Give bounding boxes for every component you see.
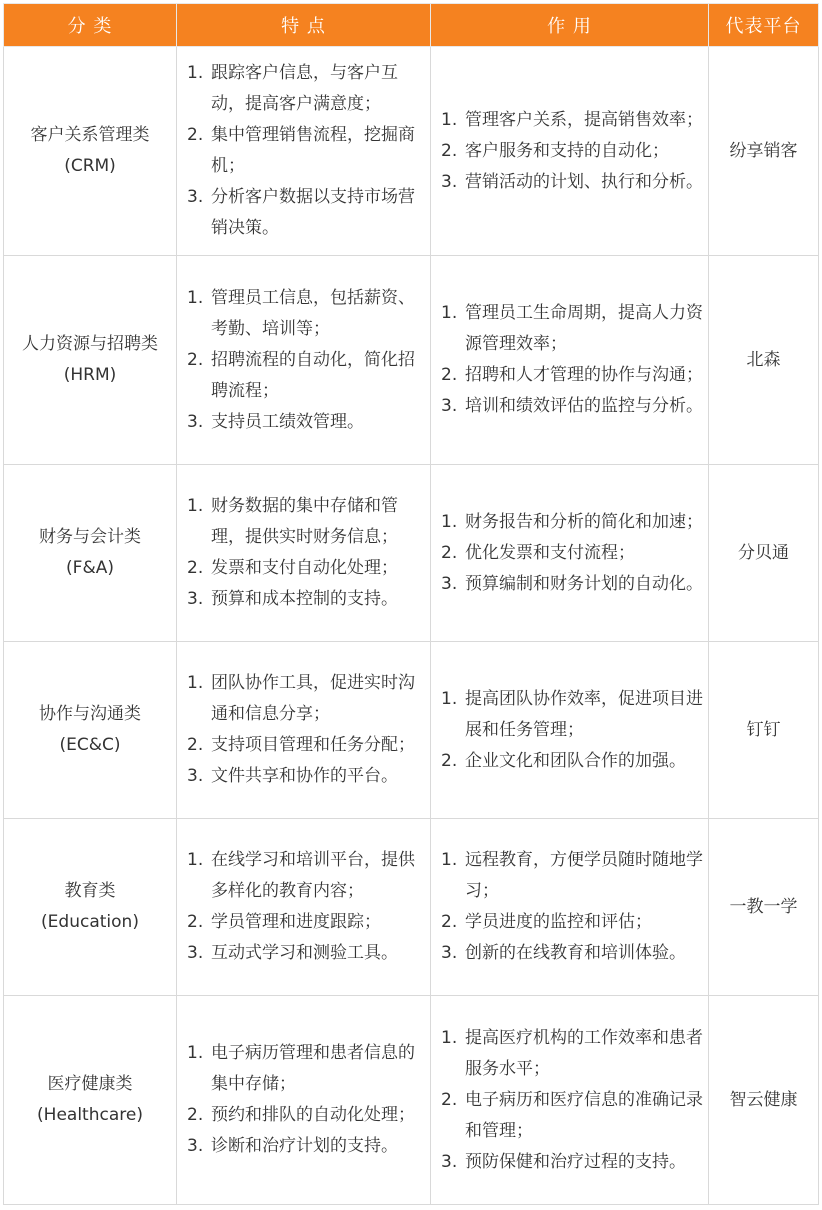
- features-cell: [177, 996, 431, 1205]
- item-text: 文件共享和协作的平台。: [211, 766, 398, 786]
- functions-cell: [431, 642, 709, 819]
- feature-item: [187, 491, 426, 553]
- item-number: 2.: [441, 912, 458, 932]
- item-text: 招聘流程的自动化，简化招聘流程；: [211, 349, 415, 401]
- category-abbr: (Education): [41, 912, 139, 932]
- comparison-table: [3, 3, 819, 1205]
- table-header-row: [4, 4, 819, 47]
- item-text: 诊断和治疗计划的支持。: [211, 1136, 398, 1156]
- item-text: 在线学习和培训平台，提供多样化的教育内容；: [211, 850, 415, 901]
- item-number: 3.: [441, 943, 458, 963]
- item-number: 1.: [441, 850, 458, 870]
- item-text: 支持员工绩效管理。: [211, 411, 364, 432]
- platform-cell: 一教一学: [709, 819, 819, 996]
- platform-cell: 分贝通: [709, 465, 819, 642]
- category-name: 协作与沟通类: [39, 704, 141, 724]
- item-number: 1.: [441, 109, 458, 130]
- item-text: 团队协作工具，促进实时沟通和信息分享；: [211, 673, 415, 724]
- item-text: 优化发票和支付流程；: [465, 542, 635, 563]
- item-text: 招聘和人才管理的协作与沟通；: [465, 365, 703, 385]
- item-number: 1.: [441, 1027, 458, 1048]
- item-number: 2.: [187, 558, 204, 578]
- function-item: [441, 391, 704, 422]
- item-text: 企业文化和团队合作的加强。: [465, 750, 686, 771]
- item-number: 2.: [441, 750, 458, 771]
- item-number: 3.: [187, 766, 204, 786]
- item-number: 2.: [441, 1089, 458, 1110]
- category-cell: [4, 819, 177, 996]
- category-cell: [4, 642, 177, 819]
- item-text: 远程教育，方便学员随时随地学习；: [465, 850, 703, 901]
- platform-cell: 北森: [709, 256, 819, 465]
- function-item: [441, 507, 704, 538]
- item-text: 财务报告和分析的简化和加速；: [465, 511, 703, 532]
- item-number: 1.: [187, 63, 204, 83]
- category-cell: [4, 47, 177, 256]
- feature-item: [187, 120, 426, 182]
- function-item: [441, 1147, 704, 1178]
- feature-item: [187, 730, 426, 761]
- function-item: [441, 167, 704, 198]
- item-text: 预算和成本控制的支持。: [211, 589, 398, 609]
- item-text: 培训和绩效评估的监控与分析。: [465, 396, 703, 416]
- function-item: [441, 1023, 704, 1085]
- function-item: [441, 1085, 704, 1147]
- function-item: [441, 298, 704, 360]
- item-number: 3.: [441, 171, 458, 192]
- item-number: 1.: [441, 688, 458, 709]
- item-number: 3.: [187, 943, 204, 963]
- item-number: 1.: [187, 850, 204, 870]
- features-list: [177, 1038, 430, 1162]
- features-list: [177, 668, 430, 792]
- table-row: [4, 642, 819, 819]
- feature-item: [187, 58, 426, 120]
- category-abbr: (F&A): [66, 558, 114, 578]
- item-number: 3.: [187, 589, 204, 609]
- function-item: [441, 136, 704, 167]
- functions-cell: [431, 47, 709, 256]
- category-abbr: (HRM): [63, 365, 117, 385]
- item-text: 学员管理和进度跟踪；: [211, 912, 381, 932]
- item-text: 跟踪客户信息，与客户互动，提高客户满意度；: [211, 63, 398, 114]
- feature-item: [187, 1131, 426, 1162]
- function-item: [441, 569, 704, 600]
- feature-item: [187, 668, 426, 730]
- platform-cell: 钉钉: [709, 642, 819, 819]
- feature-item: [187, 761, 426, 792]
- function-item: [441, 360, 704, 391]
- functions-list: [431, 1023, 708, 1178]
- item-number: 1.: [441, 303, 458, 323]
- item-number: 2.: [187, 1105, 204, 1125]
- table-row: [4, 819, 819, 996]
- item-number: 3.: [187, 187, 204, 207]
- function-item: [441, 105, 704, 136]
- item-text: 提高医疗机构的工作效率和患者服务水平；: [465, 1027, 703, 1079]
- item-text: 发票和支付自动化处理；: [211, 558, 398, 578]
- item-number: 3.: [441, 396, 458, 416]
- feature-item: [187, 938, 426, 969]
- item-number: 3.: [187, 411, 204, 432]
- category-name: 人力资源与招聘类: [22, 334, 158, 354]
- category-name: 客户关系管理类: [30, 125, 150, 145]
- item-text: 电子病历管理和患者信息的集中存储；: [211, 1043, 415, 1094]
- feature-item: [187, 182, 426, 244]
- feature-item: [187, 584, 426, 615]
- features-list: [177, 58, 430, 244]
- features-list: [177, 283, 430, 438]
- feature-item: [187, 845, 426, 907]
- features-cell: [177, 465, 431, 642]
- table-body: [4, 47, 819, 1205]
- item-text: 提高团队协作效率，促进项目进展和任务管理；: [465, 688, 703, 740]
- item-text: 集中管理销售流程，挖掘商机；: [211, 125, 415, 176]
- table-row: [4, 996, 819, 1205]
- item-number: 2.: [441, 542, 458, 563]
- item-text: 管理客户关系，提高销售效率；: [465, 109, 703, 130]
- item-text: 创新的在线教育和培训体验。: [465, 943, 686, 963]
- item-number: 2.: [187, 125, 204, 145]
- features-list: [177, 845, 430, 969]
- item-text: 财务数据的集中存储和管理，提供实时财务信息；: [211, 496, 398, 547]
- item-number: 1.: [187, 287, 204, 308]
- feature-item: [187, 407, 426, 438]
- category-name: 教育类: [64, 881, 116, 901]
- platform-cell: 纷享销客: [709, 47, 819, 256]
- item-text: 互动式学习和测验工具。: [211, 943, 398, 963]
- item-number: 3.: [187, 1136, 204, 1156]
- item-text: 管理员工信息，包括薪资、考勤、培训等；: [211, 287, 415, 339]
- table-row: [4, 465, 819, 642]
- function-item: [441, 684, 704, 746]
- item-text: 营销活动的计划、执行和分析。: [465, 171, 703, 192]
- features-list: [177, 491, 430, 615]
- item-number: 1.: [441, 511, 458, 532]
- feature-item: [187, 1038, 426, 1100]
- item-number: 2.: [441, 140, 458, 161]
- function-item: [441, 938, 704, 969]
- header-category: 分 类: [4, 4, 177, 47]
- item-number: 1.: [187, 496, 204, 516]
- item-text: 电子病历和医疗信息的准确记录和管理；: [465, 1089, 703, 1141]
- features-cell: [177, 47, 431, 256]
- feature-item: [187, 345, 426, 407]
- item-text: 支持项目管理和任务分配；: [211, 735, 415, 755]
- item-text: 管理员工生命周期，提高人力资源管理效率；: [465, 303, 703, 354]
- category-cell: [4, 256, 177, 465]
- category-name: 财务与会计类: [39, 527, 141, 547]
- functions-cell: [431, 996, 709, 1205]
- functions-list: [431, 684, 708, 777]
- platform-cell: 智云健康: [709, 996, 819, 1205]
- header-features: 特 点: [177, 4, 431, 47]
- item-number: 1.: [187, 673, 204, 693]
- function-item: [441, 746, 704, 777]
- item-text: 分析客户数据以支持市场营销决策。: [211, 187, 415, 238]
- item-number: 2.: [187, 912, 204, 932]
- header-platform: 代表平台: [709, 4, 819, 47]
- item-text: 客户服务和支持的自动化；: [465, 140, 669, 161]
- item-number: 2.: [187, 735, 204, 755]
- item-text: 预约和排队的自动化处理；: [211, 1105, 415, 1125]
- item-number: 3.: [441, 573, 458, 594]
- functions-list: [431, 105, 708, 198]
- functions-list: [431, 845, 708, 969]
- item-text: 学员进度的监控和评估；: [465, 912, 652, 932]
- functions-list: [431, 507, 708, 600]
- functions-cell: [431, 819, 709, 996]
- category-abbr: (Healthcare): [37, 1105, 143, 1125]
- features-cell: [177, 256, 431, 465]
- header-functions: 作 用: [431, 4, 709, 47]
- function-item: [441, 538, 704, 569]
- item-number: 2.: [441, 365, 458, 385]
- item-number: 3.: [441, 1151, 458, 1172]
- functions-cell: [431, 256, 709, 465]
- category-cell: [4, 465, 177, 642]
- function-item: [441, 845, 704, 907]
- feature-item: [187, 553, 426, 584]
- category-cell: [4, 996, 177, 1205]
- function-item: [441, 907, 704, 938]
- functions-cell: [431, 465, 709, 642]
- category-abbr: (EC&C): [59, 735, 121, 755]
- category-abbr: (CRM): [64, 156, 116, 176]
- functions-list: [431, 298, 708, 422]
- table-row: [4, 47, 819, 256]
- item-text: 预算编制和财务计划的自动化。: [465, 573, 703, 594]
- table-row: [4, 256, 819, 465]
- feature-item: [187, 283, 426, 345]
- feature-item: [187, 1100, 426, 1131]
- feature-item: [187, 907, 426, 938]
- features-cell: [177, 642, 431, 819]
- features-cell: [177, 819, 431, 996]
- item-text: 预防保健和治疗过程的支持。: [465, 1151, 686, 1172]
- item-number: 1.: [187, 1043, 204, 1063]
- category-name: 医疗健康类: [47, 1074, 133, 1094]
- item-number: 2.: [187, 349, 204, 370]
